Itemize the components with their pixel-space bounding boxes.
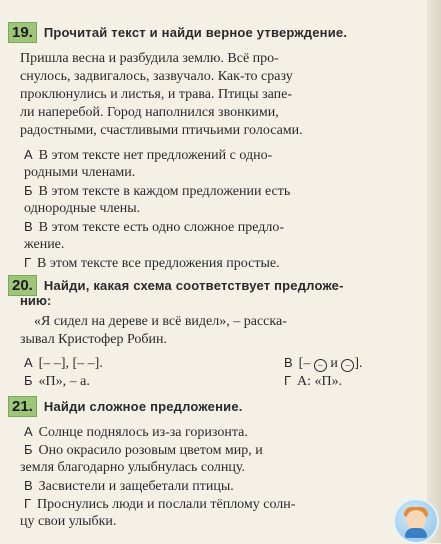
option-text-cont: однородные члены. <box>24 201 141 216</box>
sentence-scheme: А: «П». <box>297 374 343 389</box>
option-text-cont: родными членами. <box>24 165 136 180</box>
exercise-task-cont: нию: <box>20 293 52 308</box>
answer-option-v[interactable] <box>284 354 363 373</box>
option-letter: Г <box>24 255 32 270</box>
option-letter: В <box>24 219 33 234</box>
option-text: В этом тексте нет предложений с одно- <box>38 148 273 163</box>
logo-face <box>406 510 426 530</box>
exercise-task: Прочитай текст и найди верное утверждение. <box>43 25 348 40</box>
exercise-20-header <box>8 275 430 296</box>
option-text-cont: земля благодарно улыбнулась солнцу. <box>20 460 245 475</box>
logo-body <box>405 528 427 538</box>
scheme-end: ]. <box>354 356 363 371</box>
exercise-21-header <box>8 396 430 417</box>
option-letter: Г <box>284 373 292 388</box>
option-letter: В <box>284 355 293 370</box>
option-text: В этом тексте есть одно сложное предло- <box>38 220 285 235</box>
answer-option-g[interactable] <box>284 372 342 391</box>
answer-option-g[interactable] <box>24 495 295 514</box>
answer-option-a[interactable] <box>24 423 248 442</box>
answer-option-a[interactable] <box>24 354 103 373</box>
scheme-conj: и <box>330 356 338 371</box>
option-letter: А <box>24 147 33 162</box>
circle-minus-icon: – <box>341 359 354 372</box>
answer-option-b[interactable] <box>24 182 290 201</box>
text-line: радостными, счастливыми птичьими голосами. <box>20 123 303 138</box>
text-line: снулось, задвигалось, зазвучало. Как-то сразу <box>20 69 293 84</box>
option-text-cont: жение. <box>24 237 65 252</box>
exercise-number: 21. <box>8 396 37 417</box>
exercise-19-header <box>8 22 430 43</box>
text-line: ли наперебой. Город наполнился звонкими, <box>20 105 279 120</box>
answer-option-v[interactable] <box>24 218 284 237</box>
text-line: проклюнулись и листья, и трава. Птицы запе- <box>20 87 293 102</box>
sentence-scheme: «П», – а. <box>38 374 90 389</box>
scheme-start: [– <box>298 356 311 371</box>
sentence-scheme: [– –], [– –]. <box>38 356 103 371</box>
quote-line: «Я сидел на дереве и всё видел», – расска- <box>34 314 287 329</box>
option-text: Оно окрасило розовым цветом мир, и <box>38 443 263 458</box>
answer-option-b[interactable] <box>24 441 263 460</box>
answer-option-b[interactable] <box>24 372 90 391</box>
page-edge <box>427 0 441 543</box>
exercise-task: Найди, какая схема соответствует предложе- <box>43 278 344 293</box>
option-text: Солнце поднялось из-за горизонта. <box>38 425 248 440</box>
option-letter: А <box>24 355 33 370</box>
quote-line: зывал Кристофер Робин. <box>20 332 167 347</box>
option-text: В этом тексте в каждом предложении есть <box>38 184 291 199</box>
option-text: Проснулись люди и послали тёплому солн- <box>37 497 296 512</box>
exercise-20 <box>8 275 430 296</box>
answer-option-a[interactable] <box>24 146 272 165</box>
option-letter: Б <box>24 183 33 198</box>
option-letter: Б <box>24 442 33 457</box>
option-letter: А <box>24 424 33 439</box>
answer-option-v[interactable] <box>24 477 234 496</box>
exercise-19 <box>8 22 430 43</box>
exercise-number: 19. <box>8 22 37 43</box>
option-text: В этом тексте все предложения простые. <box>37 256 280 271</box>
exercise-21 <box>8 396 430 417</box>
option-letter: Б <box>24 373 33 388</box>
answer-option-g[interactable] <box>24 254 280 273</box>
exercise-number: 20. <box>8 275 37 296</box>
text-line: Пришла весна и разбудила землю. Всё про- <box>20 51 279 66</box>
option-text: Засвистели и защебетали птицы. <box>38 479 234 494</box>
option-letter: В <box>24 478 33 493</box>
exercise-task: Найди сложное предложение. <box>43 399 243 414</box>
option-text-cont: цу свои улыбки. <box>20 514 117 529</box>
mascot-logo <box>393 498 439 544</box>
option-letter: Г <box>24 496 32 511</box>
circle-minus-icon: – <box>314 359 327 372</box>
